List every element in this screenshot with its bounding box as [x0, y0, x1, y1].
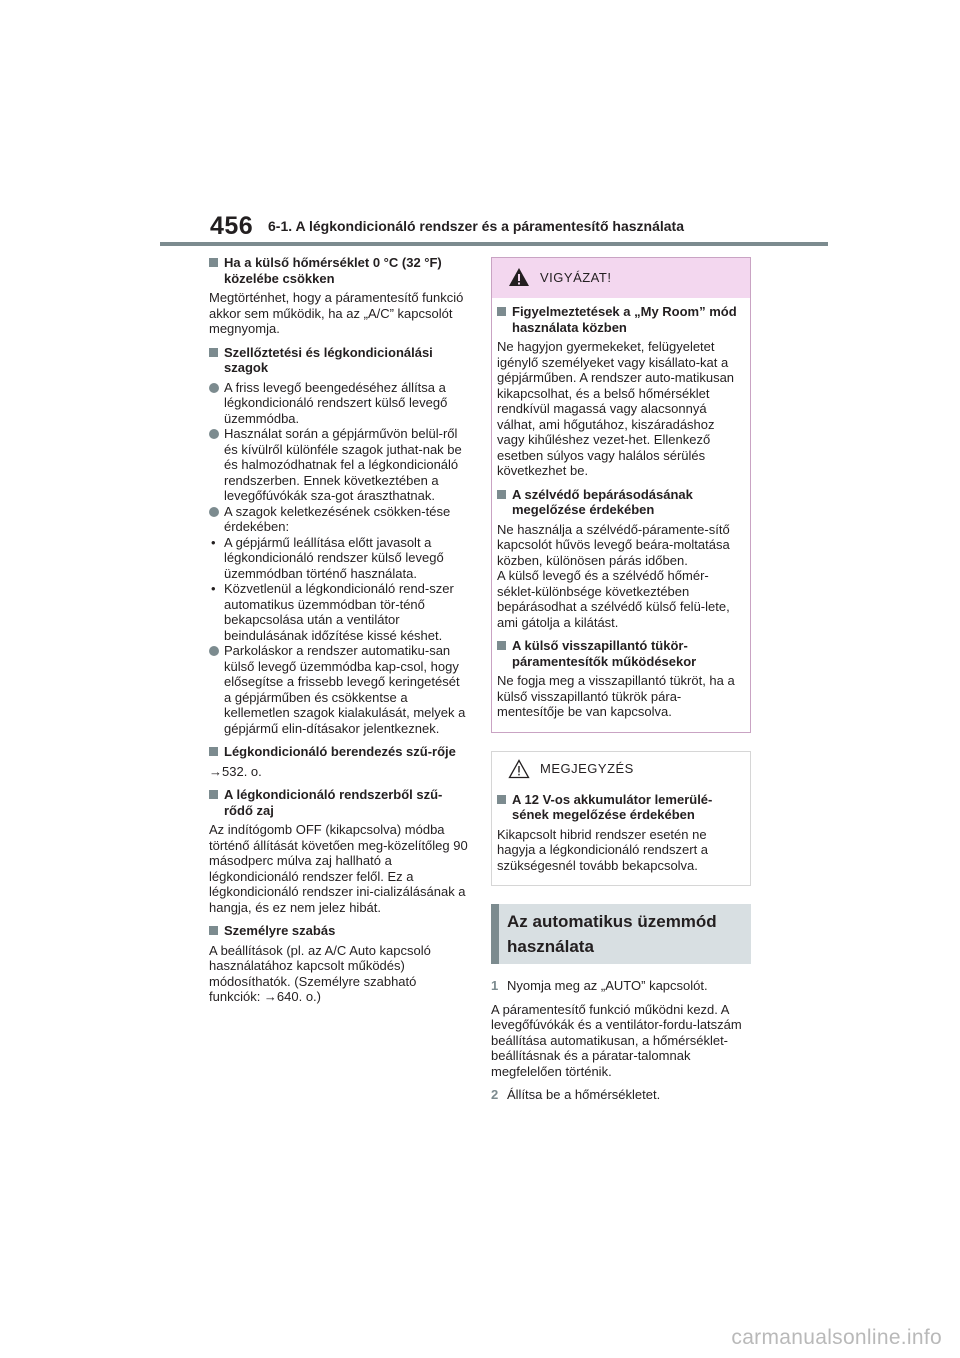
square-bullet-icon [209, 790, 218, 799]
section-heading: Az automatikus üzemmód használata [491, 904, 751, 964]
circle-bullet-icon [209, 646, 219, 656]
heading-filter: Légkondicionáló berendezés szű-rője [209, 744, 469, 760]
bullet-item: Használat során a gépjárművön belül-ről és kívülről különféle szagok juthat-nak be és halmozódhatnak fel a légkondicionáló rendszerben. Ennek következtében a levegőfúvókák sza-got áraszthatnak. [209, 426, 469, 504]
chapter-title: 6-1. A légkondicionáló rendszer és a páramentesítő használata [268, 218, 684, 234]
header-divider [160, 242, 828, 246]
paragraph: Megtörténhet, hogy a páramentesítő funkció akkor sem működik, ha az „A/C” kapcsolót megnyomja. [209, 290, 464, 336]
note-heading: A 12 V-os akkumulátor lemerülé-sének megelőzése érdekében [497, 792, 744, 823]
square-bullet-icon [209, 258, 218, 267]
page-number: 456 [210, 212, 254, 240]
warning-paragraph: Ne hagyjon gyermekeket, felügyeletet igénylő személyeket vagy kisállato-kat a gépjárműben. A rendszer auto-matikusan kikapcsolhat, és a belső hőmérséklet rendkívül magassá vagy alacsonnyá válhat, ami hőgutához, kiszáradáshoz vagy kihűléshez vezet-het. Ellenkező esetben súlyos vagy halálos sérülés következhet be. [497, 339, 735, 478]
right-column [491, 255, 751, 1111]
section-accent-bar [491, 904, 499, 964]
square-bullet-icon [497, 490, 506, 499]
warning-paragraph: Ne fogja meg a visszapillantó tükröt, ha a külső visszapillantó tükrök pára-mentesítője be van kapcsolva. [497, 673, 735, 719]
paragraph: A beállítások (pl. az A/C Auto kapcsoló használatához kapcsolt működés) módosíthatók. (Személyre szabható funkciók: →640. o.) [209, 942, 431, 1004]
watermark: carmanualsonline.info [731, 1326, 942, 1349]
heading-low-temperature: Ha a külső hőmérséklet 0 °C (32 °F) közelébe csökken [209, 255, 469, 286]
warning-header [492, 258, 750, 298]
heading-noise: A légkondicionáló rendszerből szű-rődő zaj [209, 787, 469, 818]
note-box [491, 751, 751, 887]
note-paragraph: Kikapcsolt hibrid rendszer esetén ne hagyja a légkondicionáló rendszert a szükségesnél tovább bekapcsolva. [497, 826, 709, 873]
note-title: MEGJEGYZÉS [540, 760, 634, 776]
note-header [492, 752, 750, 786]
warning-title: VIGYÁZAT! [540, 270, 612, 285]
heading-customization: Személyre szabás [209, 923, 469, 939]
warning-paragraph: Ne használja a szélvédő-páramente-sítő kapcsolót hűvös levegő beára-moltatása közben, különösen párás időben. [497, 521, 730, 568]
square-bullet-icon [497, 795, 506, 804]
square-bullet-icon [209, 747, 218, 756]
page-reference: →532. o. [209, 763, 262, 779]
square-bullet-icon [209, 926, 218, 935]
warning-triangle-icon [508, 267, 530, 292]
square-bullet-icon [497, 641, 506, 650]
warning-heading: A külső visszapillantó tükör-páramentesítők működésekor [497, 638, 744, 669]
heading-odors: Szellőztetési és légkondicionálási szagok [209, 345, 469, 376]
bullet-item: A friss levegő beengedéséhez állítsa a légkondicionáló rendszert külső levegő üzemmódba. [209, 380, 469, 427]
bullet-item: Parkoláskor a rendszer automatiku-san külső levegő üzemmódba kap-csol, hogy elősegítse a frissebb levegő keringetését a gépjárműben és csökkentse a kellemetlen szagok kialakulását, melyek a gépjármű elin-dításakor jelentkeznek. [209, 643, 469, 736]
bullet-item: A szagok keletkezésének csökken-tése érdekében: [209, 504, 469, 535]
paragraph: A páramentesítő funkció működni kezd. A levegőfúvókák és a ventilátor-fordu-latszám beállítása automatikusan, a hőmérséklet-beállításnak és a páratar-talomnak megfelelően történik. [491, 1001, 742, 1079]
warning-heading: A szélvédő bepárásodásának megelőzése érdekében [497, 487, 744, 518]
warning-heading: Figyelmeztetések a „My Room” mód használata közben [497, 304, 744, 335]
sub-bullet-item: • A gépjármű leállítása előtt javasolt a légkondicionáló rendszer külső levegő üzemmódban történő használata. [211, 534, 444, 581]
paragraph: Az indítógomb OFF (kikapcsolva) módba történő állítását követően meg-közelítőleg 90 másodperc múlva zaj hallható a légkondicionáló rendszer felől. Ez a légkondicionáló rendszer ini-cializálásának a hangja, és ez nem jelez hibát. [209, 822, 468, 915]
square-bullet-icon [209, 348, 218, 357]
sub-bullet-item: • Közvetlenül a légkondicionáló rend-szer automatikus üzemmódban tör-ténő bekapcsolása után a ventilátor beindulásának időzítése kissé késhet. [211, 581, 454, 643]
step-item: 2 Állítsa be a hőmérsékletet. [491, 1087, 661, 1102]
warning-paragraph: A külső levegő és a szélvédő hőmér-séklet-különbsége következtében bepárásodhat a szélvédő külső felü-lete, ami gátolja a kilátást. [497, 568, 730, 630]
left-column [209, 255, 469, 1013]
caution-triangle-icon [508, 759, 530, 784]
step-item: 1 Nyomja meg az „AUTO” kapcsolót. [491, 978, 708, 993]
circle-bullet-icon [209, 429, 219, 439]
warning-box [491, 257, 751, 733]
circle-bullet-icon [209, 507, 219, 517]
circle-bullet-icon [209, 383, 219, 393]
square-bullet-icon [497, 307, 506, 316]
